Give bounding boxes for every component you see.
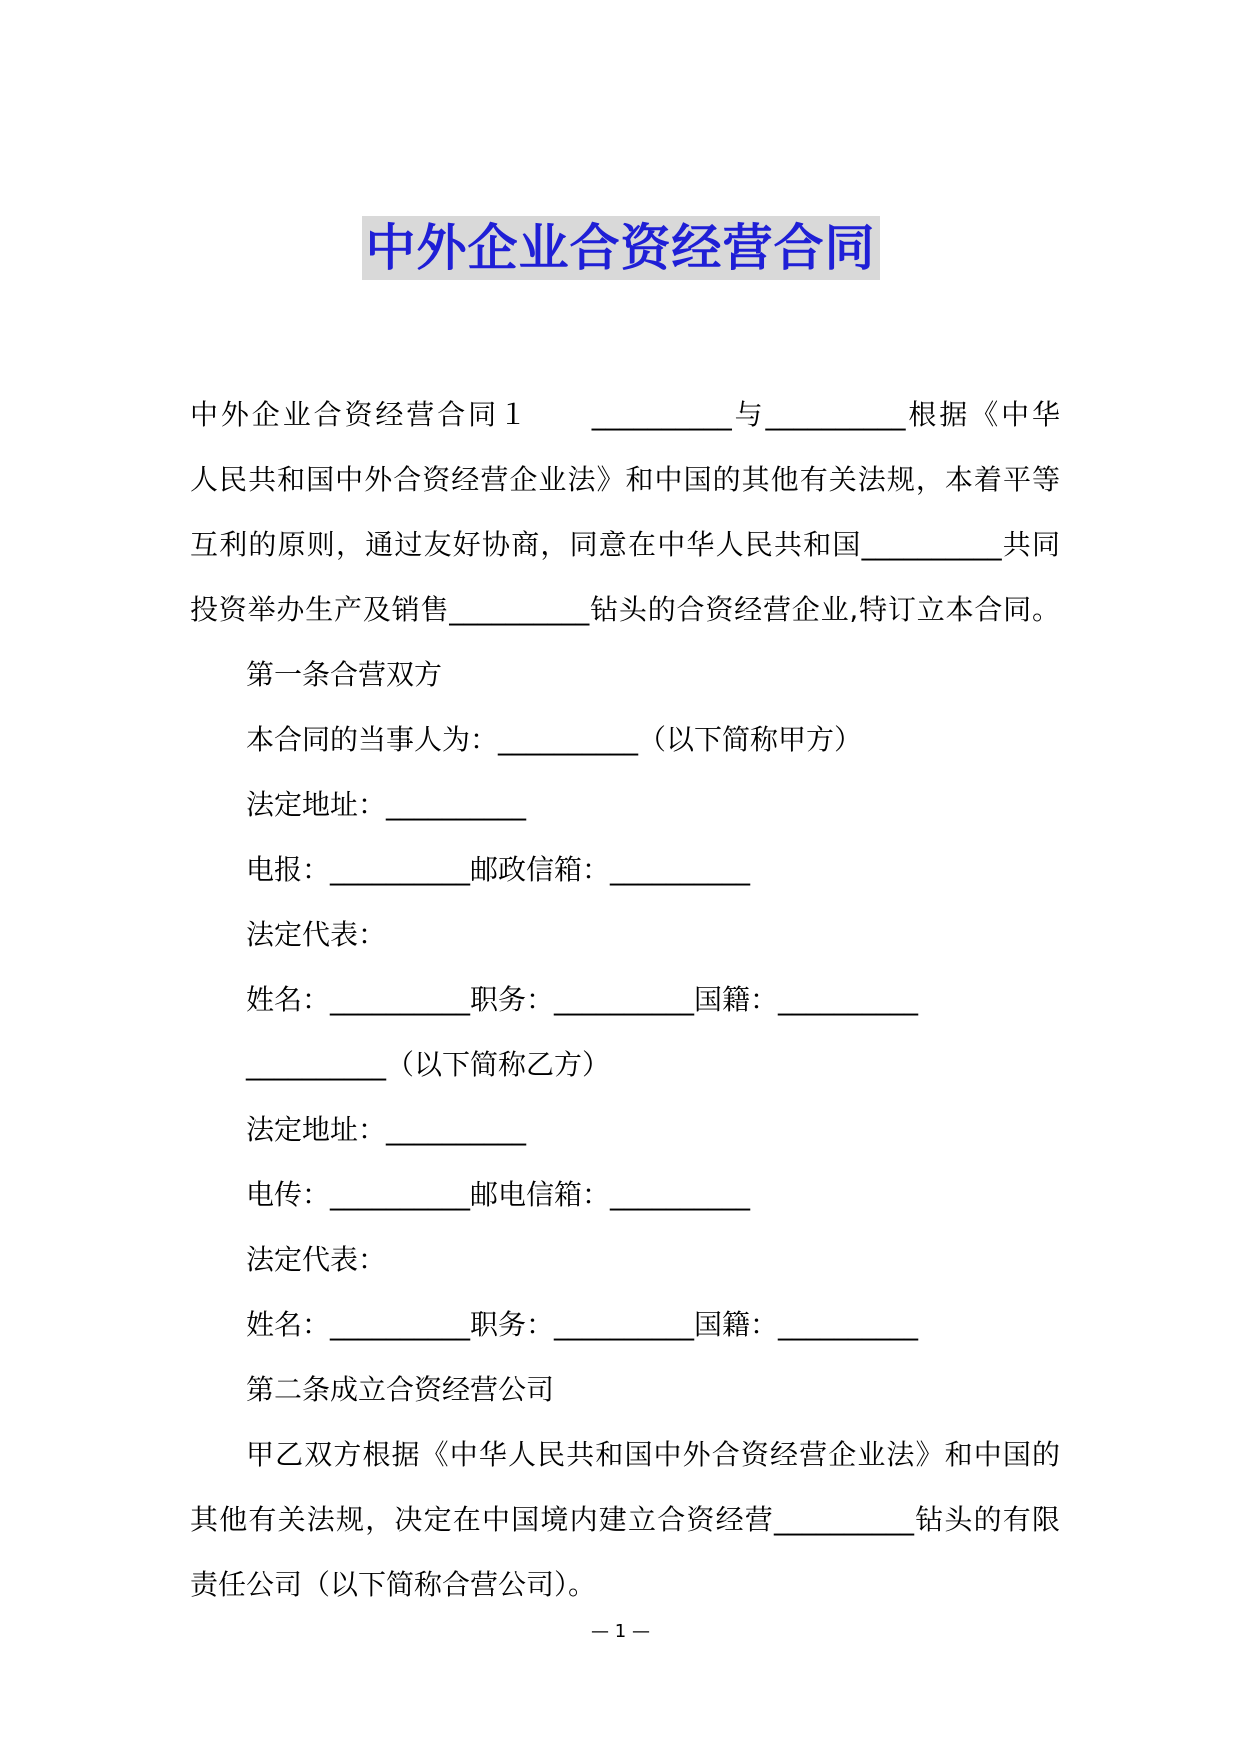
party-b-representative-detail: 姓名：__________职务：__________国籍：__________	[246, 1308, 919, 1341]
document-body	[190, 382, 1060, 1617]
intro-line: 中外企业合资经营合同１ __________与__________根据《中华	[190, 398, 1060, 431]
intro-line: 互利的原则，通过友好协商，同意在中华人民共和国__________共同	[190, 528, 1060, 561]
intro-line: 人民共和国中外合资经营企业法》和中国的其他有关法规，本着平等	[190, 463, 1060, 496]
party-b-representative: 法定代表：	[246, 1243, 387, 1276]
party-a-representative: 法定代表：	[246, 918, 387, 951]
article1-heading: 第一条合营双方	[246, 658, 443, 691]
intro-line: 投资举办生产及销售__________钻头的合资经营企业,特订立本合同。	[190, 593, 1060, 626]
party-a-representative-detail: 姓名：__________职务：__________国籍：__________	[246, 983, 919, 1016]
page-number: — 1 —	[591, 1621, 650, 1642]
party-a-address: 法定地址：__________	[246, 788, 527, 821]
article2-line: 责任公司（以下简称合营公司）。	[190, 1568, 597, 1601]
party-a-contact: 电报：__________邮政信箱：__________	[246, 853, 751, 886]
party-a-line: 本合同的当事人为：__________（以下简称甲方）	[246, 723, 863, 756]
article2-heading: 第二条成立合资经营公司	[246, 1373, 555, 1406]
title-wrapper	[0, 216, 1241, 280]
article2-line: 甲乙双方根据《中华人民共和国中外合资经营企业法》和中国的	[246, 1438, 1060, 1471]
party-b-contact: 电传：__________邮电信箱：__________	[246, 1178, 751, 1211]
document-title: 中外企业合资经营合同	[362, 216, 880, 280]
party-b-address: 法定地址：__________	[246, 1113, 527, 1146]
article2-line: 其他有关法规，决定在中国境内建立合资经营__________钻头的有限	[190, 1503, 1060, 1536]
party-b-line: __________（以下简称乙方）	[246, 1048, 611, 1081]
